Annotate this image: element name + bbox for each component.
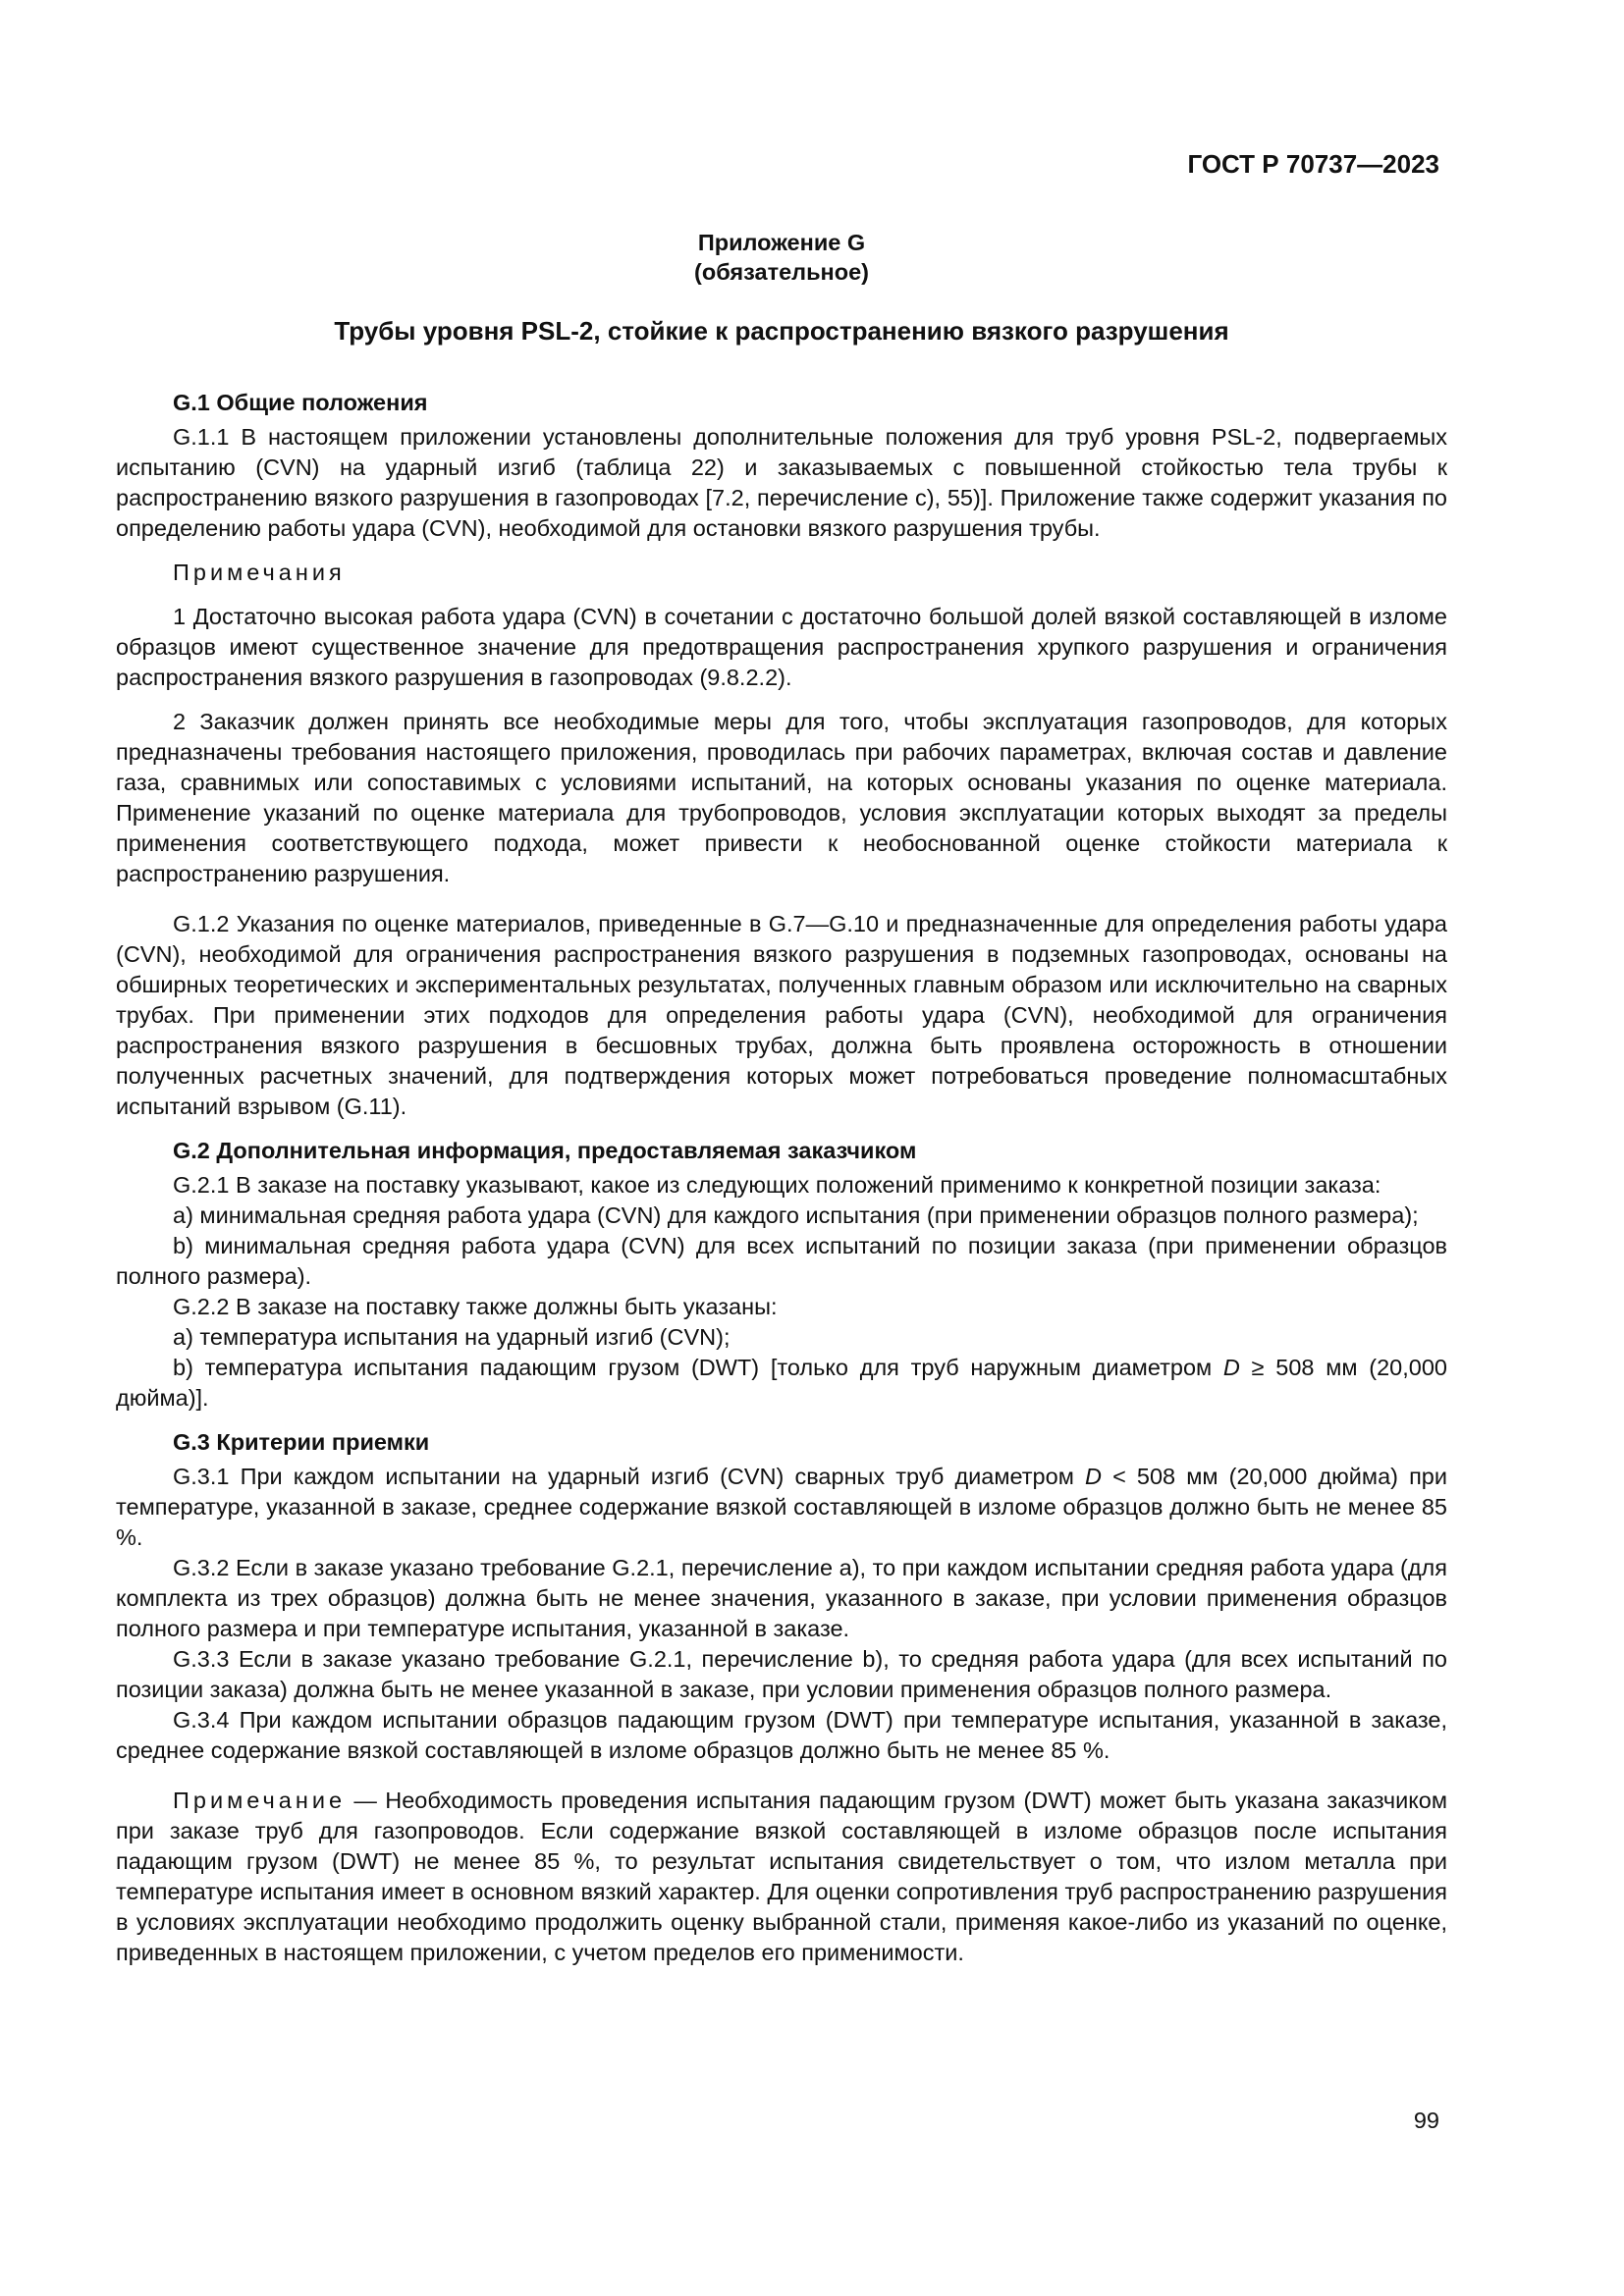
note-label: Примечание [173,1788,347,1813]
paragraph-g3-1 [116,1462,1447,1553]
paragraph-g2-2: G.2.2 В заказе на поставку также должны быть указаны: [173,1294,778,1319]
text-fragment: b) температура испытания падающим грузом (DWT) [только для труб наружным диаметром [173,1355,1223,1380]
notes-label: Примечания [173,560,346,585]
list-item-g2-1-a: a) минимальная средняя работа удара (CVN) для каждого испытания (при применении образцов полного размера); [173,1202,1419,1228]
math-variable: D [1222,1355,1240,1380]
appendix-title: Трубы уровня PSL-2, стойкие к распространению вязкого разрушения [334,316,1229,346]
paragraph-g3-3: G.3.3 Если в заказе указано требование G.2.1, перечисление b), то средняя работа удара (для всех испытаний по позиции заказа) должна быть не менее указанной в заказе, при условии применения образцов полного размера. [116,1646,1447,1702]
paragraph-g3-2: G.3.2 Если в заказе указано требование G.2.1, перечисление а), то при каждом испытании средняя работа удара (для комплекта из трех образцов) должна быть не менее значения, указанного в заказе, при условии применения образцов полного размера и при температуре испытания, указанной в заказе. [116,1555,1447,1641]
list-item-g2-1-b: b) минимальная средняя работа удара (CVN) для всех испытаний по позиции заказа (при применении образцов полного размера). [116,1233,1447,1289]
paragraph-g2-1: G.2.1 В заказе на поставку указывают, какое из следующих положений применимо к конкретной позиции заказа: [173,1172,1381,1198]
document-body [116,228,1447,1968]
note-g3 [116,1786,1447,1968]
text-fragment: < 508 мм (20,000 дюйма) при температуре, указанной в заказе, среднее содержание вязкой составляющей в изломе образцов должно быть не менее 85 %. [116,1464,1447,1550]
text-fragment: G.3.1 При каждом испытании на ударный изгиб (CVN) сварных труб диаметром [173,1464,1085,1489]
section-heading-g2: G.2 Дополнительная информация, предоставляемая заказчиком [173,1138,917,1163]
list-item-g2-2-b [116,1353,1447,1414]
note-2: 2 Заказчик должен принять все необходимые меры для того, чтобы эксплуатация газопроводов, для которых предназначены требования настоящего приложения, проводилась при рабочих параметрах, включая состав и давление газа, сравнимых или сопоставимых с условиями испытаний, на которых основаны указания по оценке материала. Применение указаний по оценке материала для трубопроводов, условия эксплуатации которых выходят за пределы применения соответствующего подхода, может привести к необоснованной оценке стойкости материала к распространению разрушения. [116,709,1447,886]
document-id: ГОСТ Р 70737—2023 [1187,149,1439,179]
section-heading-g1: G.1 Общие положения [173,390,428,415]
math-variable: D [1084,1464,1102,1489]
note-text: — Необходимость проведения испытания падающим грузом (DWT) может быть указана заказчиком при заказе труб для газопроводов. Если содержание вязкой составляющей в изломе образцов после испытания падающим грузом (DWT) не менее 85 %, то результат испытания свидетельствует о том, что излом металла при температуре испытания имеет в основном вязкий характер. Для оценки сопротивления труб распространению разрушения в условиях эксплуатации необходимо продолжить оценку выбранной стали, применяя какое-либо из указаний по оценке, приведенных в настоящем приложении, с учетом пределов его применимости. [116,1788,1447,1965]
paragraph-g3-4: G.3.4 При каждом испытании образцов падающим грузом (DWT) при температуре испытания, указанной в заказе, среднее содержание вязкой составляющей в изломе образцов должно быть не менее 85 %. [116,1707,1447,1763]
paragraph-g1-2: G.1.2 Указания по оценке материалов, приведенные в G.7—G.10 и предназначенные для определения работы удара (CVN), необходимой для ограничения распространения вязкого разрушения в подземных газопроводах, основаны на обширных теоретических и экспериментальных результатах, полученных главным образом или исключительно на сварных трубах. При применении этих подходов для определения работы удара (CVN), необходимой для ограничения распространения вязкого разрушения в бесшовных трубах, должна быть проявлена осторожность в отношении полученных расчетных значений, для подтверждения которых может потребоваться проведение полномасштабных испытаний взрывом (G.11). [116,911,1447,1119]
note-1: 1 Достаточно высокая работа удара (CVN) в сочетании с достаточно большой долей вязкой составляющей в изломе образцов имеют существенное значение для предотвращения распространения хрупкого разрушения и ограничения распространения вязкого разрушения в газопроводах (9.8.2.2). [116,604,1447,690]
text-fragment: ≥ 508 мм (20,000 дюйма)]. [116,1355,1447,1411]
list-item-g2-2-a: а) температура испытания на ударный изгиб (CVN); [173,1324,731,1350]
page-number: 99 [1413,2108,1439,2133]
paragraph-g1-1: G.1.1 В настоящем приложении установлены дополнительные положения для труб уровня PSL-2, подвергаемых испытанию (CVN) на ударный изгиб (таблица 22) и заказываемых с повышенной стойкостью тела трубы к распространению вязкого разрушения в газопроводах [7.2, перечисление с), 55)]. Приложение также содержит указания по определению работы удара (CVN), необходимой для остановки вязкого разрушения трубы. [116,424,1447,541]
appendix-status: (обязательное) [694,259,869,285]
section-heading-g3: G.3 Критерии приемки [173,1429,430,1455]
appendix-label: Приложение G [697,230,866,255]
